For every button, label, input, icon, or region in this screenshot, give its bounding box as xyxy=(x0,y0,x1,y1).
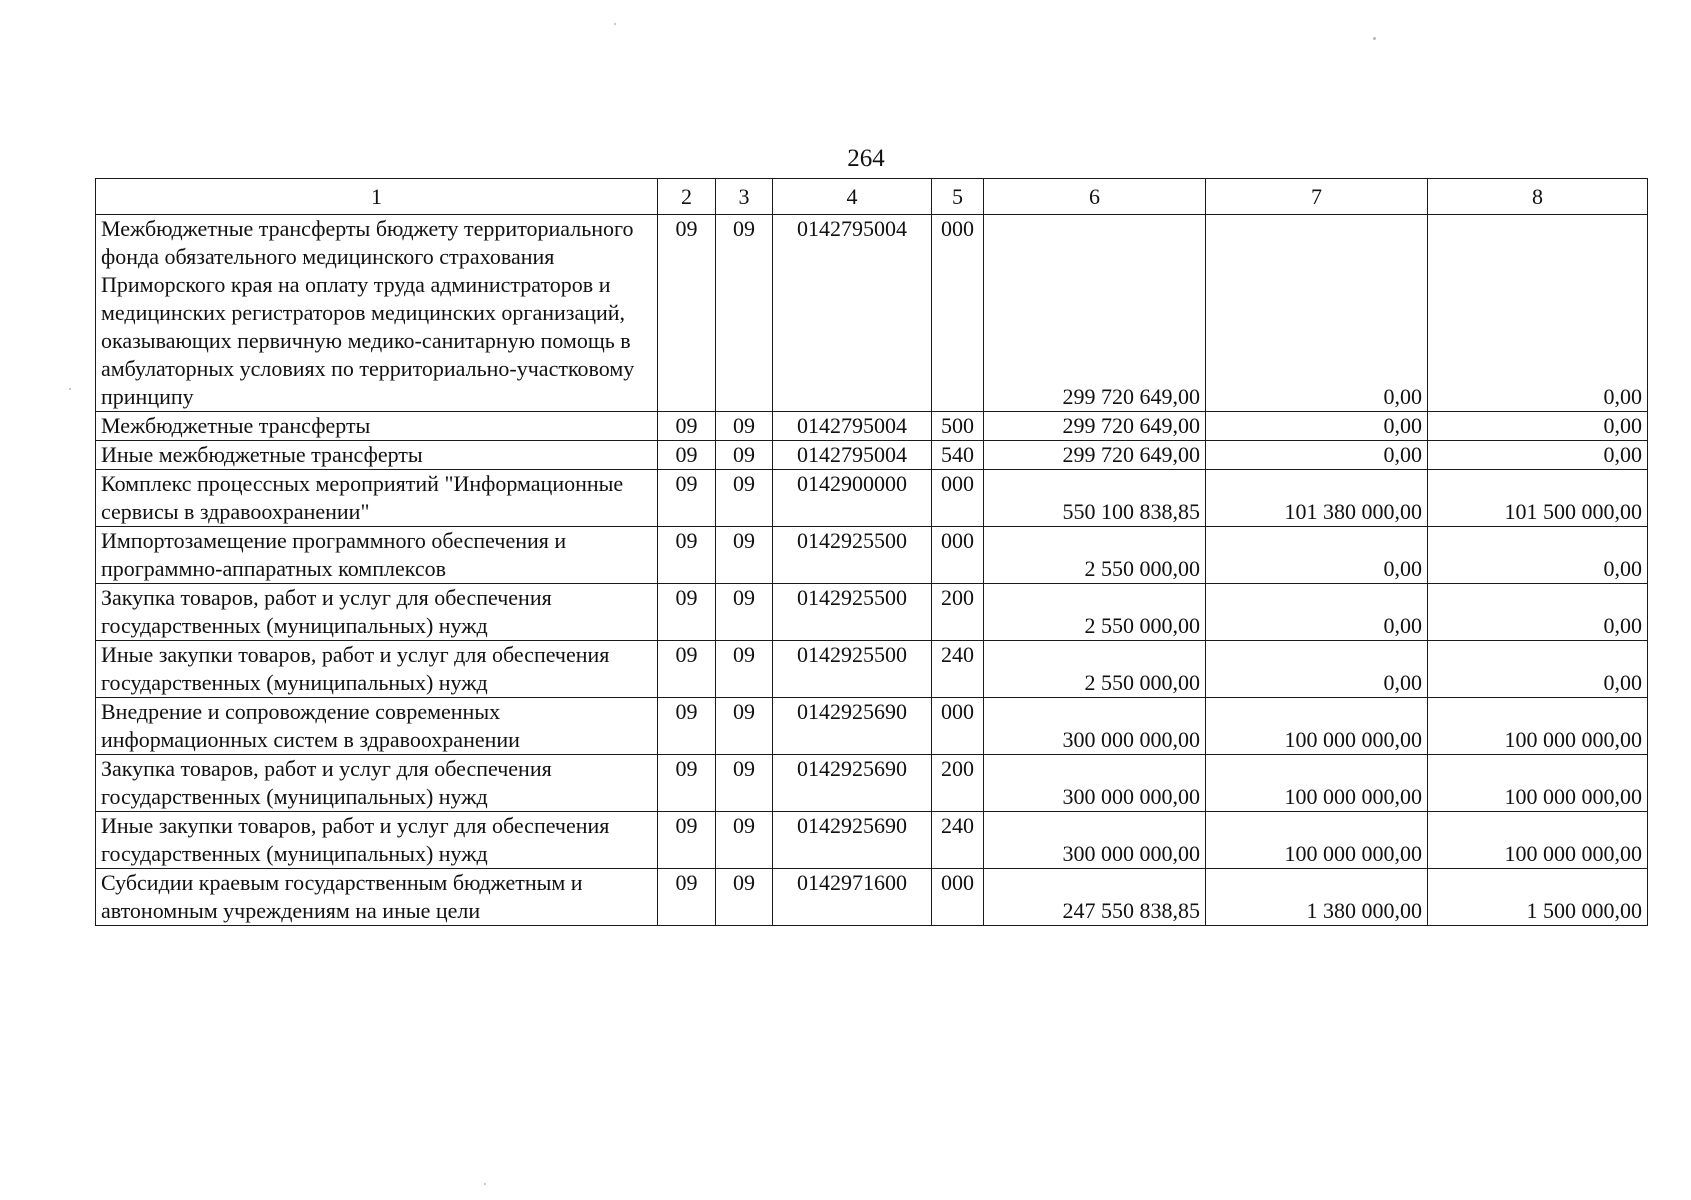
target-article-code: 0142925690 xyxy=(773,812,932,869)
amount-col-6: 299 720 649,00 xyxy=(984,412,1206,441)
amount-col-6: 300 000 000,00 xyxy=(984,812,1206,869)
section-code: 09 xyxy=(658,584,716,641)
section-code: 09 xyxy=(658,812,716,869)
amount-col-6: 550 100 838,85 xyxy=(984,470,1206,527)
expense-type-code: 000 xyxy=(932,869,984,926)
target-article-code: 0142925690 xyxy=(773,698,932,755)
amount-col-8: 0,00 xyxy=(1428,584,1648,641)
scan-speck xyxy=(484,1183,486,1185)
expense-type-code: 000 xyxy=(932,698,984,755)
subsection-code: 09 xyxy=(716,869,773,926)
section-code: 09 xyxy=(658,441,716,470)
table-row xyxy=(96,869,1648,926)
row-name: Импортозамещение программного обеспечения и программно-аппаратных комплексов xyxy=(96,527,658,584)
table-row xyxy=(96,215,1648,412)
table-row xyxy=(96,812,1648,869)
table-row xyxy=(96,470,1648,527)
table-row xyxy=(96,698,1648,755)
amount-col-7: 1 380 000,00 xyxy=(1206,869,1428,926)
column-header: 8 xyxy=(1428,179,1648,215)
amount-col-6: 2 550 000,00 xyxy=(984,527,1206,584)
amount-col-6: 247 550 838,85 xyxy=(984,869,1206,926)
row-name: Субсидии краевым государственным бюджетным и автономным учреждениям на иные цели xyxy=(96,869,658,926)
target-article-code: 0142795004 xyxy=(773,215,932,412)
row-name: Иные закупки товаров, работ и услуг для обеспечения государственных (муниципальных) нужд xyxy=(96,812,658,869)
target-article-code: 0142971600 xyxy=(773,869,932,926)
section-code: 09 xyxy=(658,470,716,527)
section-code: 09 xyxy=(658,869,716,926)
column-header: 6 xyxy=(984,179,1206,215)
row-name: Иные закупки товаров, работ и услуг для обеспечения государственных (муниципальных) нужд xyxy=(96,641,658,698)
column-header: 1 xyxy=(96,179,658,215)
target-article-code: 0142925500 xyxy=(773,641,932,698)
amount-col-6: 300 000 000,00 xyxy=(984,755,1206,812)
scan-speck xyxy=(69,388,71,390)
amount-col-6: 299 720 649,00 xyxy=(984,215,1206,412)
table-row xyxy=(96,527,1648,584)
amount-col-7: 0,00 xyxy=(1206,584,1428,641)
row-name: Межбюджетные трансферты бюджету территориального фонда обязательного медицинского страхования Приморского края на оплату труда администраторов и медицинских регистраторов медицинских организаций, оказывающих первичную медико-санитарную помощь в амбулаторных условиях по территориально-участковому принципу xyxy=(96,215,658,412)
amount-col-8: 0,00 xyxy=(1428,527,1648,584)
amount-col-7: 101 380 000,00 xyxy=(1206,470,1428,527)
subsection-code: 09 xyxy=(716,584,773,641)
amount-col-8: 0,00 xyxy=(1428,215,1648,412)
amount-col-7: 0,00 xyxy=(1206,641,1428,698)
column-header: 5 xyxy=(932,179,984,215)
table-row xyxy=(96,412,1648,441)
subsection-code: 09 xyxy=(716,755,773,812)
amount-col-7: 100 000 000,00 xyxy=(1206,812,1428,869)
amount-col-8: 100 000 000,00 xyxy=(1428,812,1648,869)
amount-col-8: 101 500 000,00 xyxy=(1428,470,1648,527)
table-row xyxy=(96,641,1648,698)
target-article-code: 0142925500 xyxy=(773,527,932,584)
target-article-code: 0142795004 xyxy=(773,412,932,441)
amount-col-6: 300 000 000,00 xyxy=(984,698,1206,755)
header-row xyxy=(96,179,1648,215)
scan-speck xyxy=(1373,37,1376,40)
row-name: Иные межбюджетные трансферты xyxy=(96,441,658,470)
amount-col-8: 0,00 xyxy=(1428,412,1648,441)
amount-col-6: 2 550 000,00 xyxy=(984,641,1206,698)
row-name: Комплекс процессных мероприятий "Информационные сервисы в здравоохранении" xyxy=(96,470,658,527)
amount-col-7: 0,00 xyxy=(1206,412,1428,441)
amount-col-8: 100 000 000,00 xyxy=(1428,698,1648,755)
expense-type-code: 000 xyxy=(932,470,984,527)
amount-col-7: 100 000 000,00 xyxy=(1206,755,1428,812)
table-row xyxy=(96,441,1648,470)
subsection-code: 09 xyxy=(716,812,773,869)
column-header: 2 xyxy=(658,179,716,215)
table-row xyxy=(96,755,1648,812)
subsection-code: 09 xyxy=(716,470,773,527)
amount-col-7: 0,00 xyxy=(1206,441,1428,470)
amount-col-7: 0,00 xyxy=(1206,215,1428,412)
amount-col-8: 100 000 000,00 xyxy=(1428,755,1648,812)
expense-type-code: 240 xyxy=(932,812,984,869)
amount-col-7: 0,00 xyxy=(1206,527,1428,584)
target-article-code: 0142900000 xyxy=(773,470,932,527)
section-code: 09 xyxy=(658,215,716,412)
row-name: Закупка товаров, работ и услуг для обеспечения государственных (муниципальных) нужд xyxy=(96,584,658,641)
column-header: 7 xyxy=(1206,179,1428,215)
expense-type-code: 500 xyxy=(932,412,984,441)
expense-type-code: 000 xyxy=(932,215,984,412)
row-name: Межбюджетные трансферты xyxy=(96,412,658,441)
subsection-code: 09 xyxy=(716,641,773,698)
subsection-code: 09 xyxy=(716,441,773,470)
section-code: 09 xyxy=(658,641,716,698)
amount-col-8: 0,00 xyxy=(1428,641,1648,698)
subsection-code: 09 xyxy=(716,527,773,584)
target-article-code: 0142925500 xyxy=(773,584,932,641)
expense-type-code: 000 xyxy=(932,527,984,584)
amount-col-6: 299 720 649,00 xyxy=(984,441,1206,470)
section-code: 09 xyxy=(658,755,716,812)
table-row xyxy=(96,584,1648,641)
target-article-code: 0142925690 xyxy=(773,755,932,812)
expense-type-code: 240 xyxy=(932,641,984,698)
row-name: Внедрение и сопровождение современных информационных систем в здравоохранении xyxy=(96,698,658,755)
expense-type-code: 200 xyxy=(932,755,984,812)
expense-type-code: 540 xyxy=(932,441,984,470)
amount-col-6: 2 550 000,00 xyxy=(984,584,1206,641)
amount-col-8: 1 500 000,00 xyxy=(1428,869,1648,926)
subsection-code: 09 xyxy=(716,698,773,755)
page-number: 264 xyxy=(847,145,885,172)
row-name: Закупка товаров, работ и услуг для обеспечения государственных (муниципальных) нужд xyxy=(96,755,658,812)
section-code: 09 xyxy=(658,698,716,755)
subsection-code: 09 xyxy=(716,215,773,412)
amount-col-8: 0,00 xyxy=(1428,441,1648,470)
column-header: 3 xyxy=(716,179,773,215)
target-article-code: 0142795004 xyxy=(773,441,932,470)
section-code: 09 xyxy=(658,412,716,441)
budget-table xyxy=(95,178,1648,926)
amount-col-7: 100 000 000,00 xyxy=(1206,698,1428,755)
subsection-code: 09 xyxy=(716,412,773,441)
section-code: 09 xyxy=(658,527,716,584)
expense-type-code: 200 xyxy=(932,584,984,641)
column-header: 4 xyxy=(773,179,932,215)
scan-speck xyxy=(614,23,616,25)
